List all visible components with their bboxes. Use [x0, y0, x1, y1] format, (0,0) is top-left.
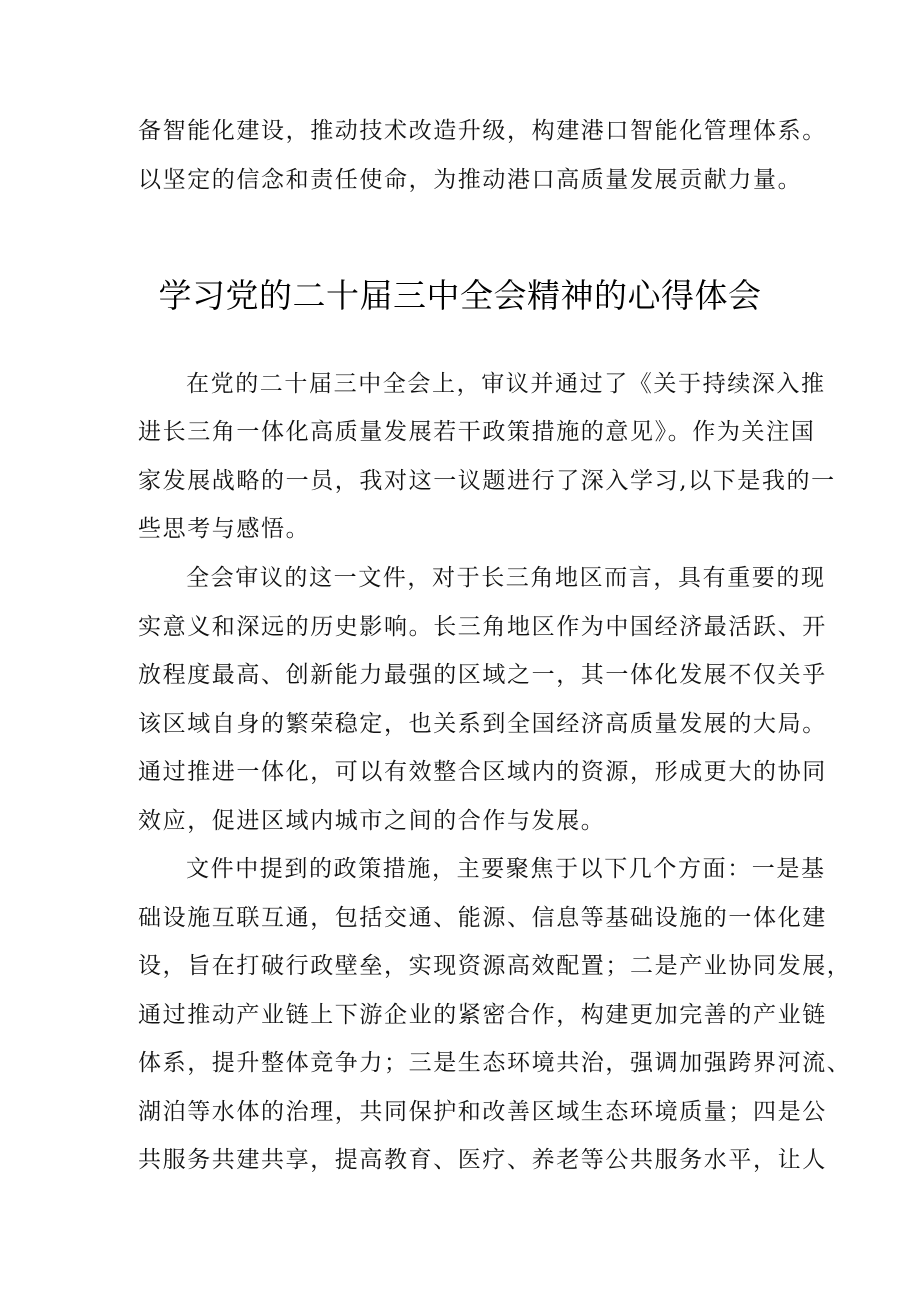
paragraph-1-line: 进长三角一体化高质量发展若干政策措施的意见》。作为关注国	[138, 419, 816, 445]
paragraph-3-line: 通过推动产业链上下游企业的紧密合作，构建更加完善的产业链	[138, 1002, 827, 1028]
intro-line: 以坚定的信念和责任使命，为推动港口高质量发展贡献力量。	[138, 167, 803, 193]
paragraph-3-line: 设，旨在打破行政壁垒，实现资源高效配置；二是产业协同发展，	[138, 953, 852, 979]
paragraph-2-line: 放程度最高、创新能力最强的区域之一，其一体化发展不仅关乎	[138, 662, 827, 688]
paragraph-1-line: 些思考与感悟。	[138, 516, 311, 542]
paragraph-2-line: 实意义和深远的历史影响。长三角地区作为中国经济最活跃、开	[138, 614, 827, 640]
paragraph-2-line: 通过推进一体化，可以有效整合区域内的资源，形成更大的协同	[138, 759, 827, 785]
paragraph-2-line: 该区域自身的繁荣稳定，也关系到全国经济高质量发展的大局。	[138, 711, 827, 737]
paragraph-1-line: 家发展战略的一员，我对这一议题进行了深入学习,以下是我的一	[138, 468, 836, 494]
paragraph-3-line: 体系，提升整体竞争力；三是生态环境共治，强调加强跨界河流、	[138, 1050, 852, 1076]
page-title: 学习党的二十届三中全会精神的心得体会	[158, 276, 762, 315]
paragraph-3-line: 础设施互联互通，包括交通、能源、信息等基础设施的一体化建	[138, 905, 827, 931]
paragraph-2-line: 全会审议的这一文件，对于长三角地区而言，具有重要的现	[186, 565, 826, 591]
paragraph-3-line: 湖泊等水体的治理，共同保护和改善区域生态环境质量；四是公	[138, 1099, 827, 1125]
paragraph-2-line: 效应，促进区域内城市之间的合作与发展。	[138, 808, 606, 834]
paragraph-3-line: 文件中提到的政策措施，主要聚焦于以下几个方面：一是基	[186, 856, 826, 882]
paragraph-3-line: 共服务共建共享，提高教育、医疗、养老等公共服务水平，让人	[138, 1147, 827, 1173]
paragraph-1-line: 在党的二十届三中全会上，审议并通过了《关于持续深入推	[186, 371, 826, 397]
intro-line: 备智能化建设，推动技术改造升级，构建港口智能化管理体系。	[138, 118, 827, 144]
